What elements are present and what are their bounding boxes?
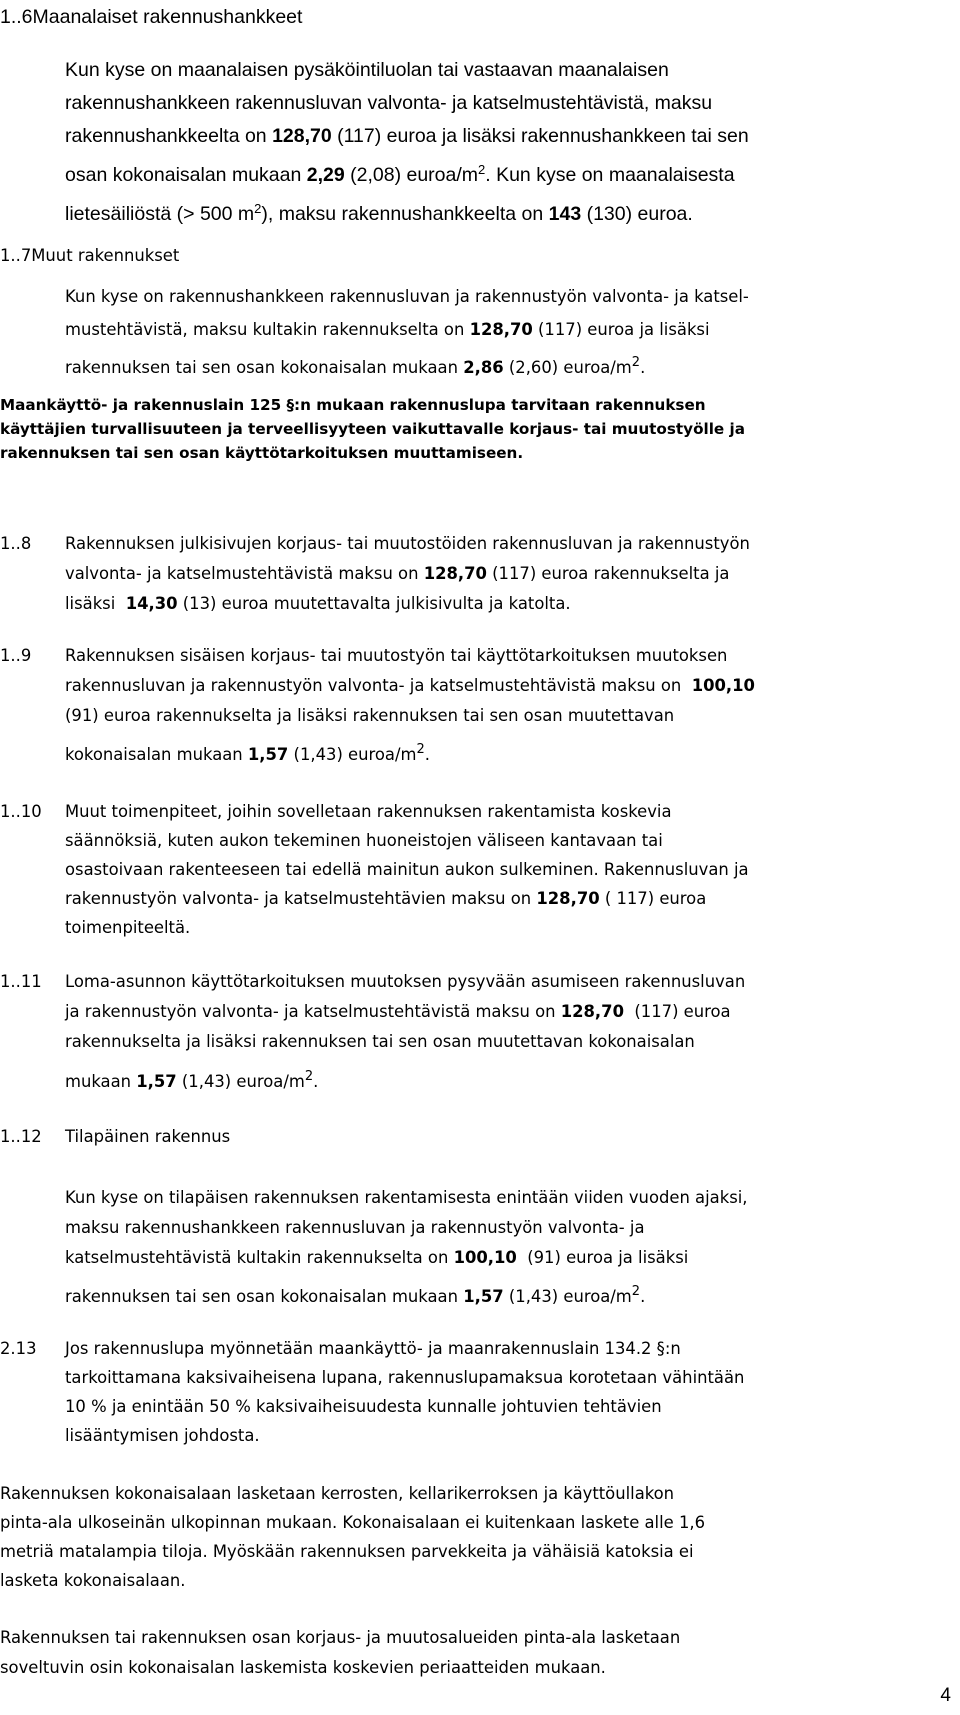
- text-line: maksu rakennushankkeen rakennusluvan ja rakennustyön valvonta- ja: [65, 1218, 645, 1237]
- section-number: 1..10: [0, 802, 42, 821]
- text-line: säännöksiä, kuten aukon tekeminen huoneistojen väliseen kantavaan tai: [65, 831, 663, 850]
- renovation-area-paragraph: [0, 1623, 950, 1683]
- text-line: katselmustehtävistä kultakin rakennukselta on 100,10 (91) euroa ja lisäksi: [65, 1248, 689, 1267]
- legal-note: [0, 393, 950, 465]
- text-line: lisäksi 14,30 (13) euroa muutettavalta julkisivulta ja katolta.: [65, 594, 571, 613]
- section-number: 2.13: [0, 1339, 37, 1358]
- text-line: kokonaisalan mukaan 1,57 (1,43) euroa/$m^2$.: [65, 742, 430, 764]
- text-line: rakennushankkeelta on 128,70 (117) euroa ja lisäksi rakennushankkeen tai sen: [65, 125, 749, 147]
- fee-amount: 2,29: [306, 164, 345, 186]
- text-line: rakennuksen tai sen osan käyttötarkoituksen muuttamiseen.: [0, 444, 524, 462]
- text-line: Loma-asunnon käyttötarkoituksen muutoksen pysyvään asumiseen rakennusluvan: [65, 972, 746, 991]
- text-line: rakennushankkeen rakennusluvan valvonta- ja katselmustehtävistä, maksu: [65, 92, 713, 114]
- text-line: osan kokonaisalan mukaan 2,29 (2,08) euroa/$m^2$. Kun kyse on maanalaisesta: [65, 162, 735, 186]
- text-line: (91) euroa rakennukselta ja lisäksi rakennuksen tai sen osan muutettavan: [65, 706, 675, 725]
- text-line: Rakennuksen tai rakennuksen osan korjaus- ja muutosalueiden pinta-ala lasketaan: [0, 1628, 681, 1647]
- section-body: [65, 641, 955, 770]
- section-body: [65, 967, 955, 1097]
- superscript: 2: [254, 201, 262, 216]
- text-line: rakennuksen tai sen osan kokonaisalan mukaan 2,86 (2,60) euroa/$m^2$.: [65, 355, 646, 377]
- text-line: rakennustyön valvonta- ja katselmustehtävien maksu on 128,70 ( 117) euroa: [65, 889, 707, 908]
- fee-amount: 128,70: [423, 564, 487, 583]
- section-number: 1..8: [0, 534, 32, 553]
- text-line: 10 % ja enintään 50 % kaksivaiheisuudesta kunnalle johtuvien tehtävien: [65, 1397, 662, 1416]
- text-line: pinta-ala ulkoseinän ulkopinnan mukaan. Kokonaisalaan ei kuitenkaan laskete alle 1,6: [0, 1513, 706, 1532]
- text-line: lisääntymisen johdosta.: [65, 1426, 260, 1445]
- section-number: 1..11: [0, 972, 42, 991]
- section-number: 1..12: [0, 1127, 42, 1146]
- superscript: 2: [478, 162, 486, 177]
- superscript: 2: [304, 1069, 314, 1084]
- fee-amount: 1,57: [136, 1072, 177, 1091]
- section-sign: §: [286, 396, 295, 414]
- section-heading-1-7: 1..7Muut rakennukset: [0, 246, 180, 265]
- text-line: Maankäyttö- ja rakennuslain 125 §:n mukaan rakennuslupa tarvitaan rakennuksen: [0, 396, 706, 414]
- text-line: Kun kyse on maanalaisen pysäköintiluolan tai vastaavan maanalaisen: [65, 59, 669, 81]
- section-title: Tilapäinen rakennus: [65, 1127, 231, 1146]
- fee-amount: 143: [548, 203, 582, 225]
- text-line: rakennusluvan ja rakennustyön valvonta- ja katselmustehtävistä maksu on 100,10: [65, 676, 755, 695]
- text-line: Kun kyse on rakennushankkeen rakennusluvan ja rakennustyön valvonta- ja katsel-: [65, 287, 749, 306]
- superscript: 2: [416, 742, 425, 757]
- text-line: rakennuksen tai sen osan kokonaisalan mukaan 1,57 (1,43) euroa/$m^2$.: [65, 1284, 646, 1306]
- section-heading-1-6: 1..6Maanalaiset rakennushankkeet: [0, 6, 303, 28]
- text-line: Rakennuksen kokonaisalaan lasketaan kerrosten, kellarikerroksen ja käyttöullakon: [0, 1484, 675, 1503]
- superscript: 2: [631, 1284, 641, 1299]
- fee-amount: 2,86: [463, 358, 504, 377]
- text-line: mustehtävistä, maksu kultakin rakennukselta on 128,70 (117) euroa ja lisäksi: [65, 320, 710, 339]
- section-body: [65, 1334, 955, 1450]
- text-line: Rakennuksen julkisivujen korjaus- tai muutostöiden rakennusluvan ja rakennustyön: [65, 534, 750, 553]
- fee-amount: 128,70: [272, 125, 332, 147]
- text-line: lietesäiliöstä (> 500 $m^2$), maksu rakennushankkeelta on 143 (130) euroa.: [65, 201, 693, 225]
- fee-amount: 100,10: [691, 676, 755, 695]
- fee-amount: 128,70: [560, 1002, 624, 1021]
- text-line: osastoivaan rakenteeseen tai edellä mainitun aukon sulkeminen. Rakennusluvan ja: [65, 860, 749, 879]
- fee-amount: 128,70: [469, 320, 533, 339]
- text-line: soveltuvin osin kokonaisalan laskemista koskevien periaatteiden mukaan.: [0, 1658, 606, 1677]
- text-line: lasketa kokonaisalaan.: [0, 1571, 186, 1590]
- section-sign: §: [656, 1339, 665, 1358]
- fee-amount: 1,57: [247, 745, 289, 764]
- text-line: toimenpiteeltä.: [65, 918, 191, 937]
- fee-amount: 14,30: [125, 594, 178, 613]
- area-calculation-paragraph: [0, 1479, 950, 1595]
- text-line: Kun kyse on tilapäisen rakennuksen rakentamisesta enintään viiden vuoden ajaksi,: [65, 1188, 748, 1207]
- text-line: Jos rakennuslupa myönnetään maankäyttö- ja maanrakennuslain 134.2 §:n: [65, 1339, 681, 1358]
- text-line: Rakennuksen sisäisen korjaus- tai muutostyön tai käyttötarkoituksen muutoksen: [65, 646, 728, 665]
- text-line: rakennukselta ja lisäksi rakennuksen tai sen osan muutettavan kokonaisalan: [65, 1032, 695, 1051]
- section-1-6-paragraph: [65, 54, 955, 231]
- text-line: ja rakennustyön valvonta- ja katselmustehtävistä maksu on 128,70 (117) euroa: [65, 1002, 731, 1021]
- section-body: [65, 529, 955, 619]
- text-line: tarkoittamana kaksivaiheisena lupana, rakennuslupamaksua korotetaan vähintään: [65, 1368, 745, 1387]
- text-line: valvonta- ja katselmustehtävistä maksu on 128,70 (117) euroa rakennukselta ja: [65, 564, 730, 583]
- text-line: käyttäjien turvallisuuteen ja terveellisyyteen vaikuttavalle korjaus- tai muutostyölle ja: [0, 420, 745, 438]
- fee-amount: 1,57: [463, 1287, 504, 1306]
- fee-amount: 100,10: [453, 1248, 517, 1267]
- section-body: [65, 797, 955, 942]
- text-line: mukaan 1,57 (1,43) euroa/$m^2$.: [65, 1069, 319, 1091]
- superscript: 2: [631, 355, 641, 370]
- section-1-7-paragraph: [65, 280, 749, 384]
- page-number: 4: [940, 1685, 951, 1706]
- text-line: Muut toimenpiteet, joihin sovelletaan rakennuksen rakentamista koskevia: [65, 802, 672, 821]
- text-line: metriä matalampia tiloja. Myöskään rakennuksen parvekkeita ja vähäisiä katoksia ei: [0, 1542, 694, 1561]
- section-number: 1..9: [0, 646, 32, 665]
- section-1-12-paragraph: [65, 1183, 748, 1312]
- fee-amount: 128,70: [536, 889, 600, 908]
